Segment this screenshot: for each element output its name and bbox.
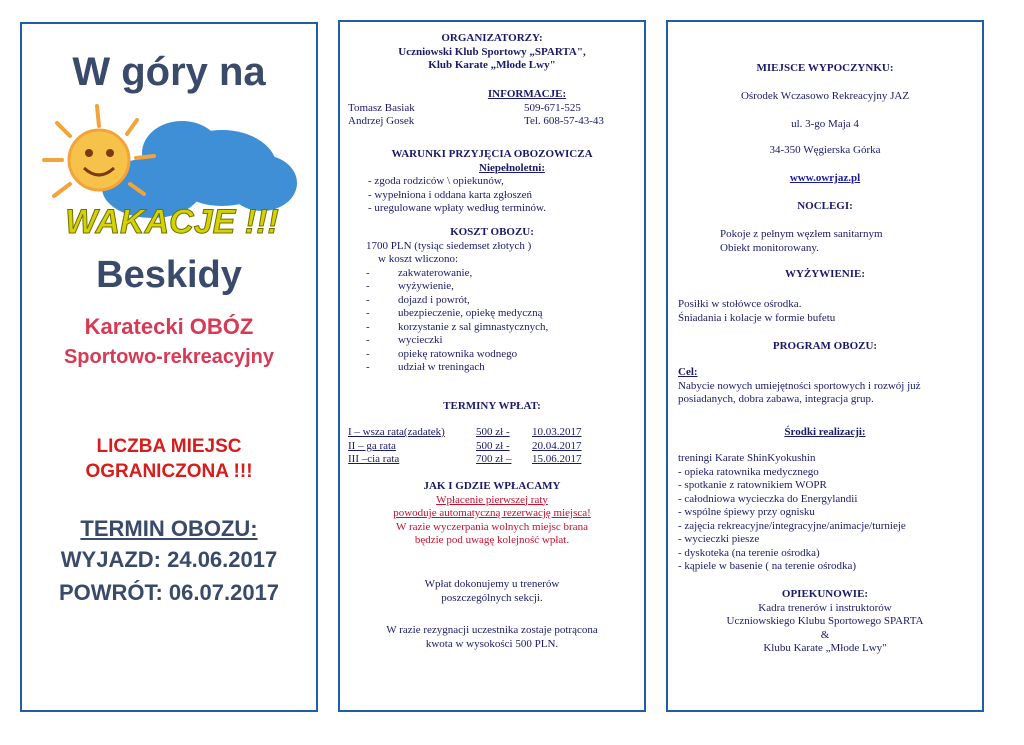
guardians-line4: Klubu Karate „Młode Lwy": [763, 642, 887, 654]
condition-item: - wypełniona i oddana karta zgłoszeń: [368, 188, 533, 201]
contact-phone: Tel. 608-57-43-43: [524, 115, 604, 127]
goal-text-line2: posiadanych, dobra zabawa, integracja grup.: [678, 393, 874, 405]
payment-row: II – ga rata 500 zł - 20.04.2017: [348, 439, 582, 452]
subtitle-karate: Karatecki OBÓZ: [84, 314, 254, 339]
lodging-line2: Obiekt monitorowany.: [720, 241, 819, 254]
minors-heading: Niepełnoletni:: [479, 161, 545, 174]
cost-included: w koszt wliczono:: [378, 253, 459, 265]
places-notice-line2: OGRANICZONA !!!: [85, 461, 253, 482]
pay-where-line1: Wpłat dokonujemy u trenerów: [424, 578, 560, 590]
place-street: ul. 3-go Maja 4: [791, 118, 859, 130]
means-item: - kąpiele w basenie ( na terenie ośrodka): [678, 560, 857, 572]
payment-row: I – wsza rata(zadatek) 500 zł - 10.03.2017: [348, 426, 582, 438]
contact-name: Tomasz Basiak: [348, 101, 415, 114]
subtitle-sport: Sportowo-rekreacyjny: [63, 346, 275, 368]
title-top: W góry na: [72, 50, 266, 94]
means-item: - całodniowa wycieczka do Energylandii: [678, 492, 858, 505]
cost-line: 1700 PLN (tysiąc siedemset złotych ): [366, 239, 532, 252]
goal-text-line1: Nabycie nowych umiejętności sportowych i rozwój już: [678, 379, 921, 392]
place-city: 34-350 Węgierska Górka: [769, 144, 881, 156]
cost-item: - zakwaterowanie,: [366, 266, 473, 279]
organizers-line1: Uczniowski Klub Sportowy „SPARTA",: [398, 45, 586, 58]
wakacje-text: WAKACJE !!!: [65, 203, 279, 241]
departure-date: WYJAZD: 24.06.2017: [60, 547, 278, 572]
resign-line1: W razie rezygnacji uczestnika zostaje potrącona: [386, 624, 598, 636]
cost-item: - wycieczki: [366, 334, 443, 346]
resign-line2: kwota w wysokości 500 PLN.: [425, 637, 559, 650]
cost-items-list: [366, 267, 618, 375]
means-first: treningi Karate ShinKyokushin: [678, 452, 816, 464]
guardians-heading: OPIEKUNOWIE:: [781, 588, 869, 600]
means-item: - dyskoteka (na terenie ośrodka): [678, 546, 820, 559]
how-heading: JAK I GDZIE WPŁACAMY: [423, 480, 561, 492]
term-heading: TERMIN OBOZU:: [80, 516, 258, 541]
place-name: Ośrodek Wczasowo Rekreacyjny JAZ: [740, 90, 910, 102]
how-red-line4: będzie pod uwagę kolejność wpłat.: [414, 534, 570, 546]
cost-heading: KOSZT OBOZU:: [450, 226, 534, 238]
condition-item: - zgoda rodziców \ opiekunów,: [368, 175, 504, 187]
condition-item: - uregulowane wpłaty według terminów.: [368, 202, 546, 214]
how-red-line2: powoduje automatyczną rezerwację miejsca!: [393, 507, 591, 519]
food-heading: WYŻYWIENIE:: [784, 268, 866, 280]
guardians-line2: Uczniowskiego Klubu Sportowego SPARTA: [726, 615, 924, 627]
lodging-line1: Pokoje z pełnym węzłem sanitarnym: [720, 228, 883, 240]
food-line1: Posiłki w stołówce ośrodka.: [678, 298, 802, 310]
means-item: - wspólne śpiewy przy ognisku: [678, 506, 815, 518]
return-date: POWRÓT: 06.07.2017: [58, 580, 280, 605]
info-heading: INFORMACJE:: [487, 88, 567, 100]
lodging-heading: NOCLEGI:: [797, 200, 853, 212]
guardians-line3: &: [820, 628, 830, 641]
cost-item: - wyżywienie,: [366, 280, 454, 292]
contact-phone: 509-671-525: [524, 101, 581, 114]
program-heading: PROGRAM OBOZU:: [772, 340, 878, 352]
website-link[interactable]: www.owrjaz.pl: [789, 172, 861, 184]
place-heading: MIEJSCE WYPOCZYNKU:: [756, 62, 894, 74]
how-red-line3: W razie wyczerpania wolnych miejsc brana: [396, 520, 588, 533]
cost-item: - opiekę ratownika wodnego: [366, 347, 518, 360]
payment-row: III –cia rata 700 zł – 15.06.2017: [348, 453, 582, 465]
sun-cloud-illustration: [32, 98, 312, 248]
cost-item: - udział w treningach: [366, 361, 485, 373]
title-region: Beskidy: [96, 254, 242, 296]
cost-item: - dojazd i powrót,: [366, 293, 470, 306]
contact-row: [348, 102, 636, 116]
organizers-line2: Klub Karate „Młode Lwy": [428, 59, 556, 71]
contact-name: Andrzej Gosek: [348, 115, 415, 127]
organizers-heading: ORGANIZATORZY:: [441, 32, 543, 44]
means-item: - zajęcia rekreacyjne/integracyjne/animacje/turnieje: [678, 519, 906, 532]
cost-item: - korzystanie z sal gimnastycznych,: [366, 320, 549, 333]
means-heading: Środki realizacji:: [784, 426, 866, 438]
means-item: - spotkanie z ratownikiem WOPR: [678, 479, 827, 491]
places-notice-line1: LICZBA MIEJSC: [96, 436, 242, 457]
contact-row: [348, 115, 636, 129]
how-red-line1: Wpłacenie pierwszej raty: [436, 493, 548, 506]
guardians-line1: Kadra trenerów i instruktorów: [758, 601, 892, 614]
payments-heading: TERMINY WPŁAT:: [443, 400, 541, 412]
means-item: - wycieczki piesze: [678, 533, 760, 545]
means-item: - opieka ratownika medycznego: [678, 465, 819, 478]
right-panel: [666, 20, 984, 712]
middle-panel: [338, 20, 646, 712]
cost-item: - ubezpieczenie, opiekę medyczną: [366, 307, 543, 319]
goal-heading: Cel:: [678, 366, 698, 378]
conditions-heading: WARUNKI PRZYJĘCIA OBOZOWICZA: [391, 148, 593, 160]
food-line2: Śniadania i kolacje w formie bufetu: [678, 311, 836, 324]
places-notice: [22, 434, 316, 484]
pay-where-line2: poszczególnych sekcji.: [441, 591, 543, 604]
left-panel: [20, 22, 318, 712]
